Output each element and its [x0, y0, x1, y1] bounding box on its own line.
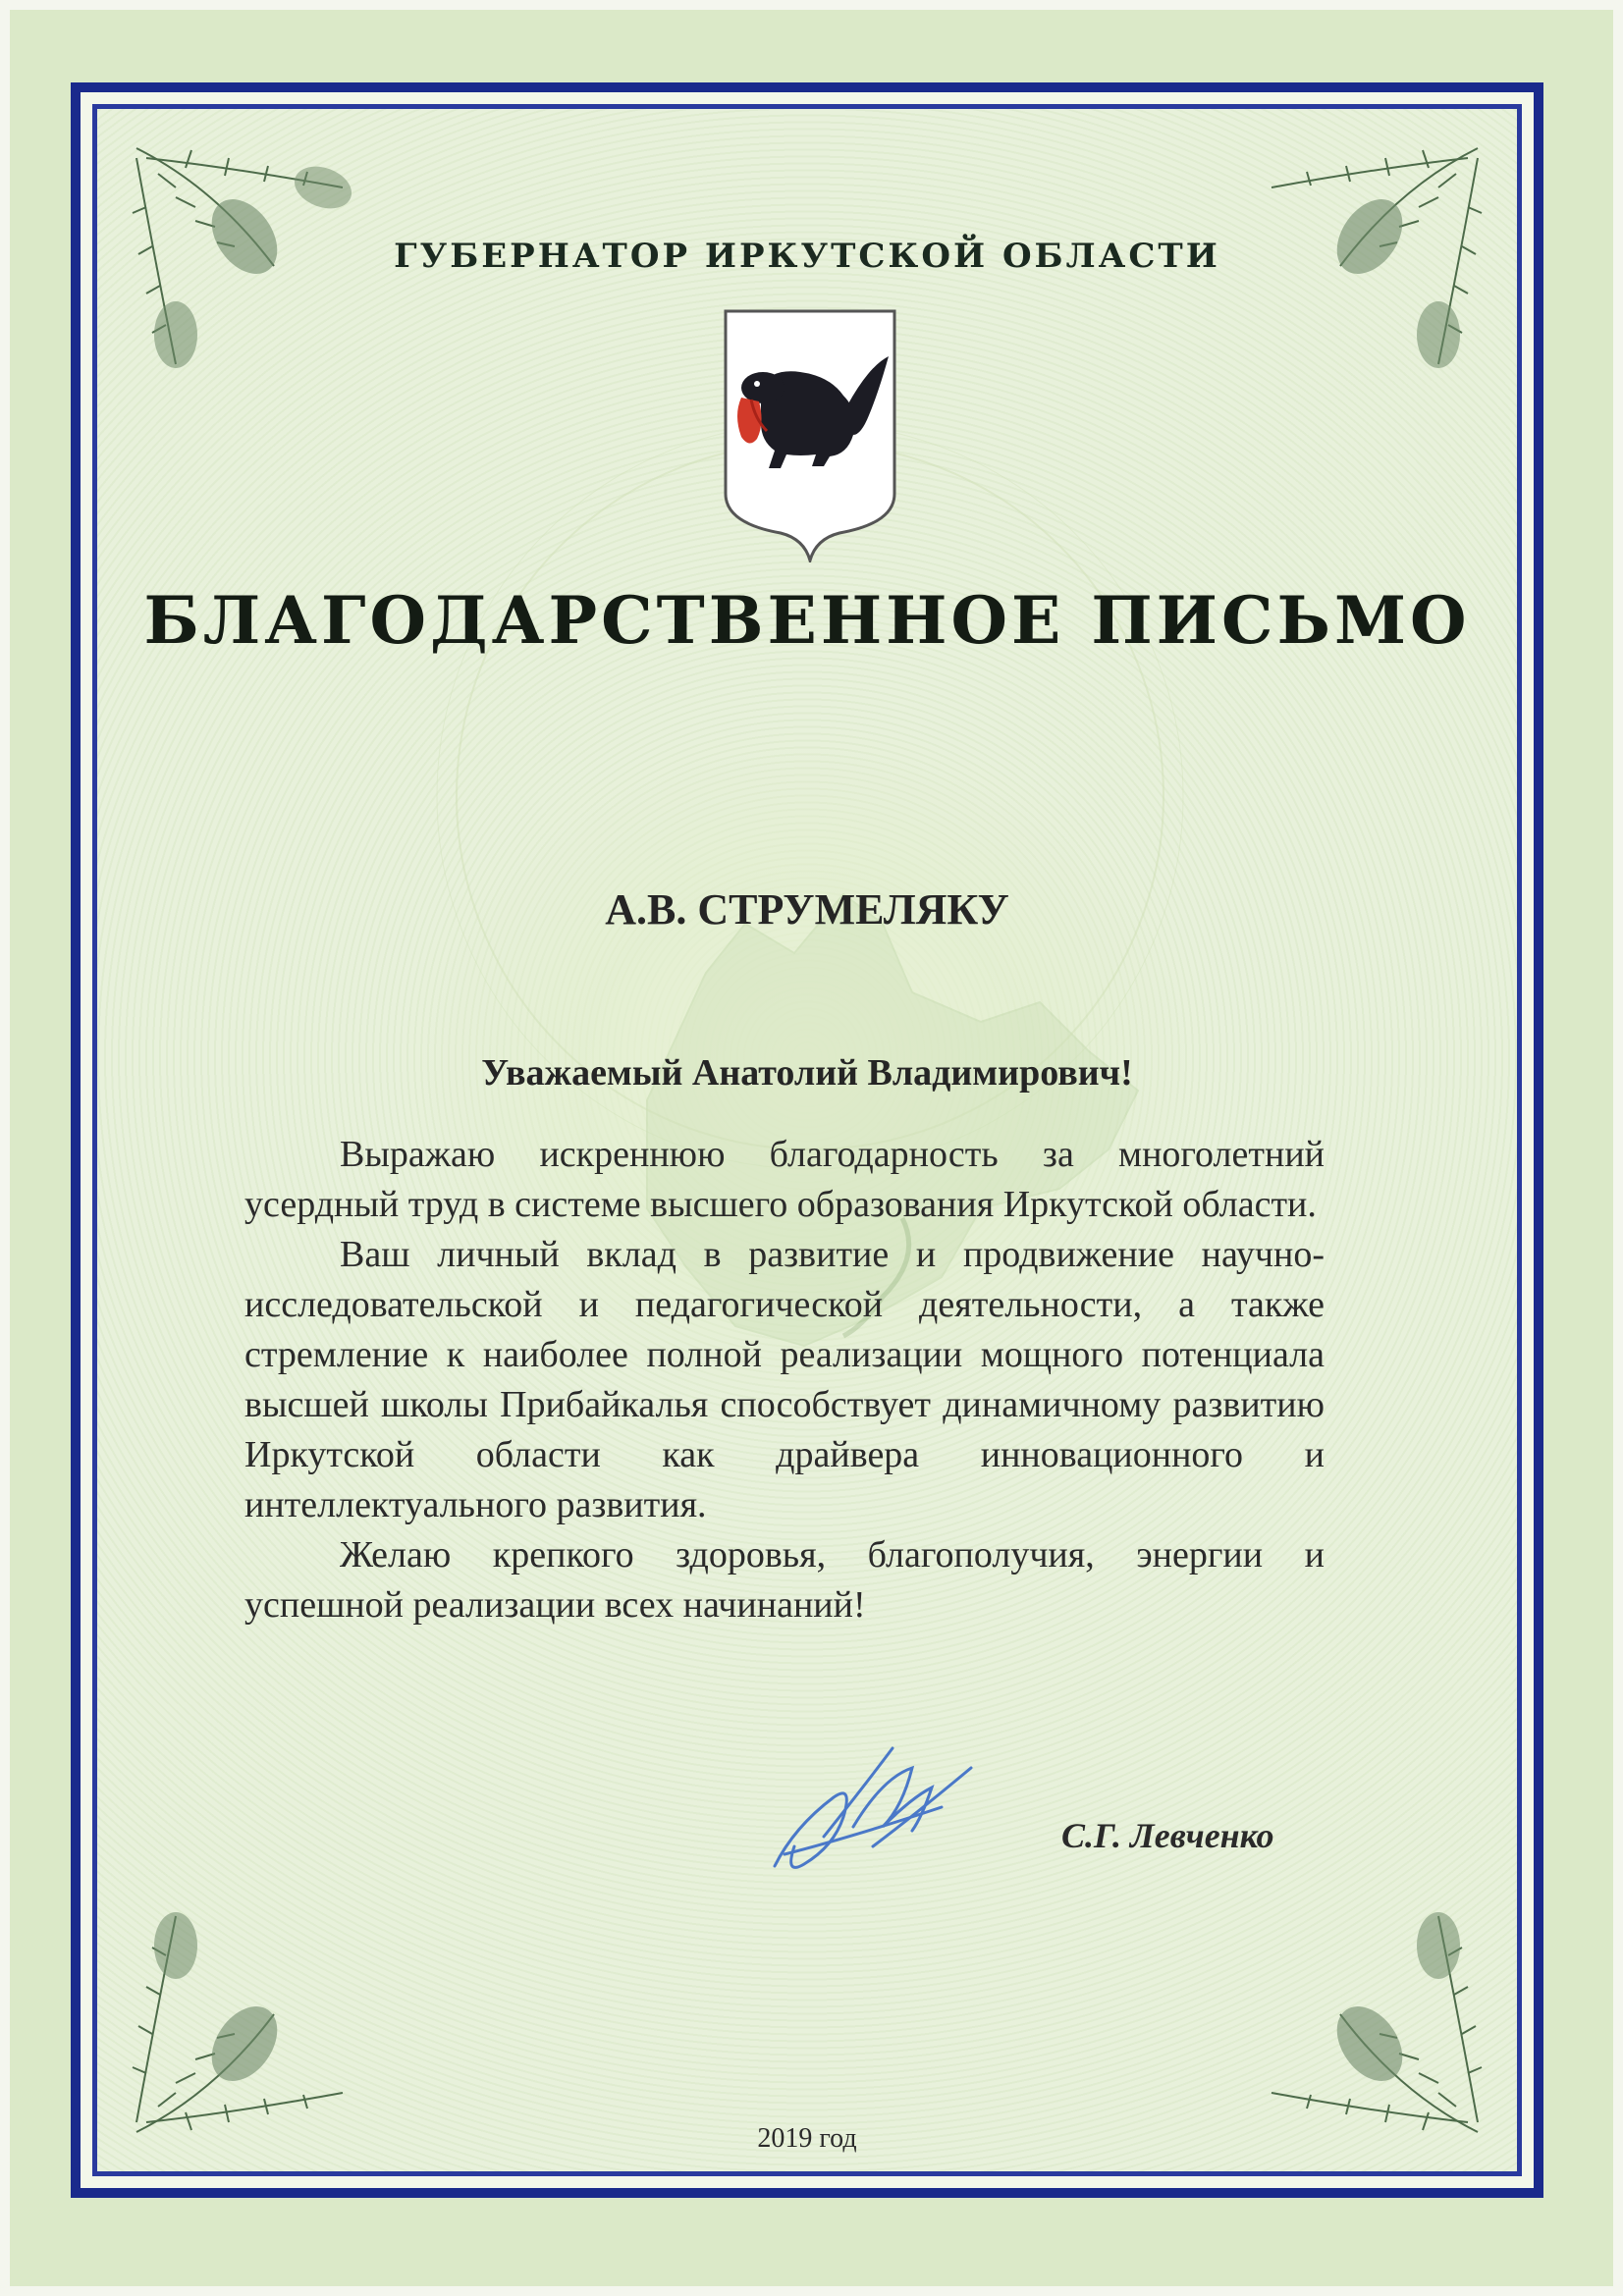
certificate-page — [10, 10, 1613, 2286]
handwritten-signature — [765, 1729, 981, 1886]
body-paragraph: Ваш личный вклад в развитие и продвижение научно-исследовательской и педагогической деятельности, а также стремление к наиболее полной реализации мощного потенциала высшей школы Прибайкалья способствует динамичному развитию Иркутской области как драйвера инновационного и интеллектуального развития. — [244, 1234, 1325, 1525]
recipient-name: А.В. СТРУМЕЛЯКУ — [605, 885, 1009, 934]
signer-name: С.Г. Левченко — [1061, 1816, 1274, 1855]
body-paragraph: Желаю крепкого здоровья, благополучия, энергии и успешной реализации всех начинаний! — [244, 1534, 1325, 1626]
outer-blue-frame — [71, 82, 1543, 2198]
bottom-right-pine-ornament-icon — [1203, 1877, 1497, 2152]
frame-white-band — [81, 92, 1534, 2188]
certificate-paper — [97, 109, 1517, 2171]
body-paragraph: Выражаю искреннюю благодарность за многолетний усердный труд в системе высшего образования Иркутской области. — [244, 1134, 1325, 1225]
governor-header: ГУБЕРНАТОР ИРКУТСКОЙ ОБЛАСТИ — [394, 237, 1220, 276]
letter-title: БЛАГОДАРСТВЕННОЕ ПИСЬМО — [143, 582, 1471, 659]
inner-blue-frame — [92, 104, 1522, 2176]
salutation: Уважаемый Анатолий Владимирович! — [481, 1052, 1133, 1094]
bottom-left-pine-ornament-icon — [117, 1877, 411, 2152]
document-year: 2019 год — [757, 2123, 857, 2154]
letter-body — [244, 1130, 1325, 1630]
irkutsk-coat-of-arms-icon — [722, 307, 898, 562]
